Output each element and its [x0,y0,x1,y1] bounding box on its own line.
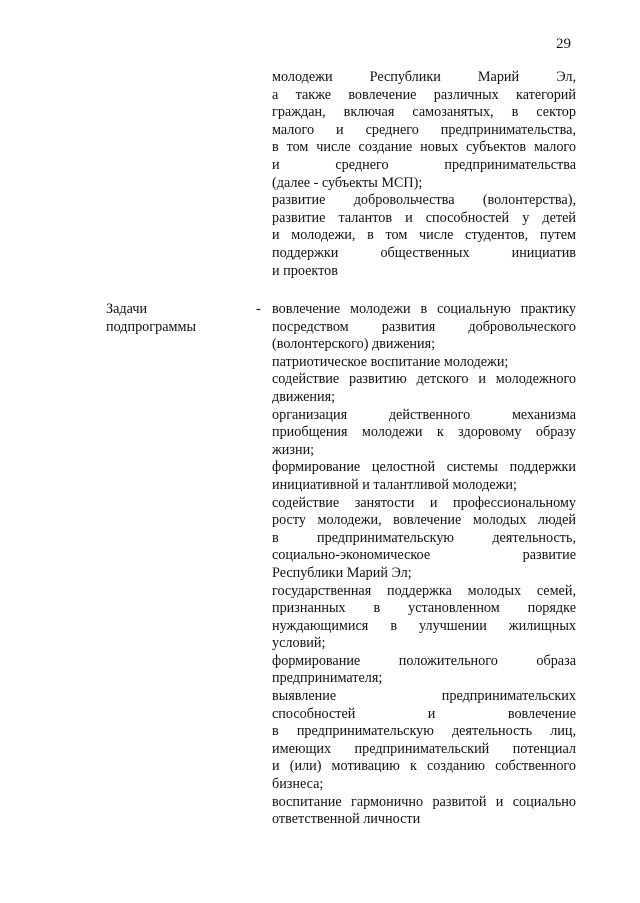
text-line: жизни; [272,441,315,458]
text-line: содействие развитию детского и молодежного [272,371,576,388]
text-line: бизнеса; [272,776,324,793]
text-line: способностей и вовлечение [272,705,576,722]
text-line: предпринимателя; [272,670,383,687]
text-line: нуждающимися в улучшении жилищных [272,617,576,634]
goals-continuation-text [272,69,576,280]
tasks-list-text [272,301,576,829]
text-line: и среднего предпринимательства [272,156,576,173]
text-line: движения; [272,388,336,405]
text-line: развитие талантов и способностей у детей [272,209,576,226]
text-line: ответственной личности [272,811,421,828]
page-number: 29 [556,36,571,52]
text-line: инициативной и талантливой молодежи; [272,476,517,493]
text-line: государственная поддержка молодых семей, [272,582,576,599]
text-line: молодежи Республики Марий Эл, [272,69,576,85]
text-line: содействие занятости и профессиональному [272,494,576,511]
text-line: посредством развития добровольческого [272,318,576,335]
text-line: в предпринимательскую деятельность, [272,529,576,546]
text-line: и проектов [272,262,338,279]
text-line: патриотическое воспитание молодежи; [272,353,509,370]
text-line: граждан, включая самозанятых, в сектор [272,104,576,121]
text-line: признанных в установленном порядке [272,600,576,617]
text-line: поддержки общественных инициатив [272,244,576,261]
text-line: (далее - субъекты МСП); [272,174,423,191]
text-line: а также вовлечение различных категорий [272,86,576,103]
tasks-label-line: подпрограммы [106,318,196,335]
text-line: (волонтерского) движения; [272,336,436,353]
text-line: вовлечение молодежи в социальную практику [272,301,576,317]
text-line: в предпринимательскую деятельность лиц, [272,723,576,740]
text-line: и молодежи, в том числе студентов, путем [272,227,576,244]
text-line: формирование целостной системы поддержки [272,459,576,476]
tasks-dash: - [256,301,261,317]
text-line: росту молодежи, вовлечение молодых людей [272,512,576,529]
tasks-label [106,301,196,336]
text-line: в том числе создание новых субъектов малого [272,139,576,156]
text-line: условий; [272,635,326,652]
text-line: выявление предпринимательских [272,688,576,705]
text-line: приобщения молодежи к здоровому образу [272,424,576,441]
text-line: имеющих предпринимательский потенциал [272,740,576,757]
text-line: воспитание гармонично развитой и социально [272,793,576,810]
text-line: социально-экономическое развитие [272,547,576,564]
text-line: формирование положительного образа [272,652,576,669]
text-line: организация действенного механизма [272,406,576,423]
text-line: малого и среднего предпринимательства, [272,121,576,138]
text-line: развитие добровольчества (волонтерства), [272,192,576,209]
tasks-label-line: Задачи [106,301,148,317]
text-line: и (или) мотивацию к созданию собственного [272,758,576,775]
text-line: Республики Марий Эл; [272,564,412,581]
